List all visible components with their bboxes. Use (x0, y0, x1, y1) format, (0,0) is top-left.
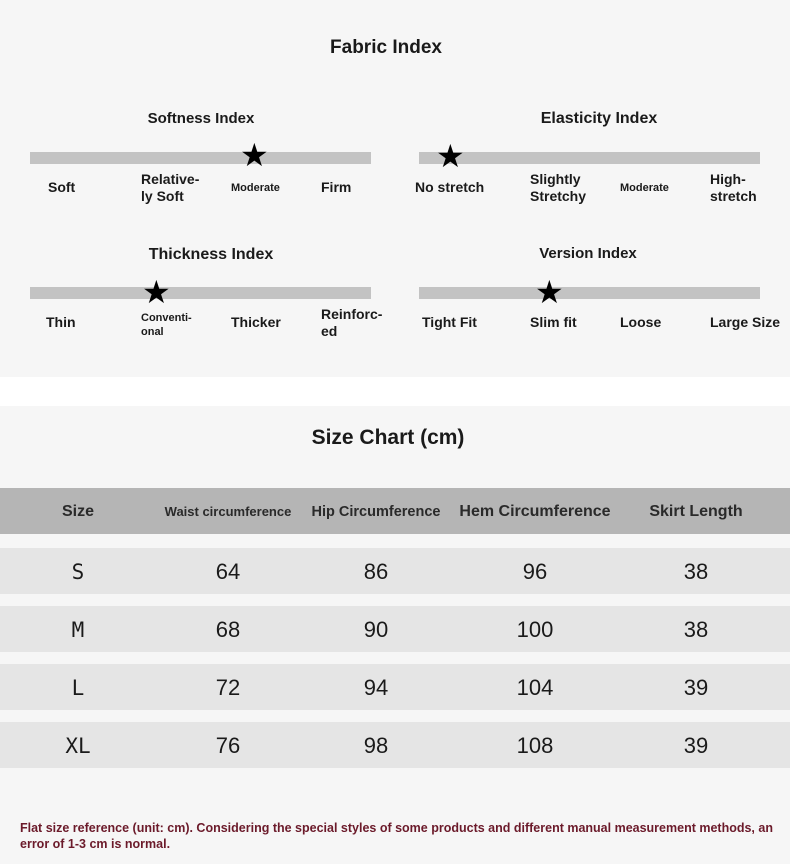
section-divider (0, 377, 790, 406)
header-hip: Hip Circumference (311, 504, 441, 520)
softness-label-moderate: Moderate (231, 182, 280, 194)
version-star-icon: ★ (535, 274, 564, 310)
cell-hip: 86 (363, 559, 389, 584)
table-row (0, 548, 790, 594)
cell-waist: 68 (215, 617, 241, 642)
version-label-slim-fit: Slim fit (530, 314, 577, 330)
header-size: Size (61, 503, 94, 520)
softness-label-firm: Firm (321, 179, 352, 195)
elasticity-label-moderate: Moderate (620, 182, 669, 194)
cell-hip: 90 (363, 617, 389, 642)
version-index-bar (419, 287, 760, 299)
thickness-index-bar (30, 287, 371, 299)
thickness-label-thicker: Thicker (231, 314, 281, 330)
elasticity-star-icon: ★ (436, 138, 465, 174)
elasticity-label-slightly-stretchy: Slightly Stretchy (530, 171, 587, 204)
measurement-note: Flat size reference (unit: cm). Considering the special styles of some products and different manual measurement methods, an error of 1-3 cm is normal. (20, 821, 773, 851)
cell-size: S (71, 560, 85, 584)
cell-hem: 108 (516, 733, 554, 758)
cell-waist: 64 (215, 559, 241, 584)
thickness-index-title: Thickness Index (148, 246, 274, 263)
cell-skirt-length: 39 (683, 675, 709, 700)
cell-size: M (71, 618, 85, 642)
cell-skirt-length: 38 (683, 617, 709, 642)
elasticity-label-no-stretch: No stretch (415, 179, 485, 195)
cell-waist: 72 (215, 675, 241, 700)
thickness-label-thin: Thin (46, 314, 76, 330)
version-label-tight-fit: Tight Fit (422, 314, 477, 330)
cell-hem: 100 (516, 617, 554, 642)
fabric-index-title: Fabric Index (330, 37, 442, 58)
header-skirt-length: Skirt Length (649, 503, 743, 520)
header-hem: Hem Circumference (459, 503, 611, 520)
version-label-loose: Loose (620, 314, 662, 330)
softness-star-icon: ★ (240, 137, 269, 173)
cell-skirt-length: 38 (683, 559, 709, 584)
cell-size: L (71, 676, 85, 700)
softness-index-bar (30, 152, 371, 164)
cell-hem: 96 (522, 559, 548, 584)
softness-label-relatively-soft: Relative- ly Soft (141, 171, 200, 204)
cell-skirt-length: 39 (683, 733, 709, 758)
cell-waist: 76 (215, 733, 241, 758)
cell-size: XL (65, 734, 91, 758)
size-chart-title: Size Chart (cm) (311, 426, 465, 449)
thickness-label-reinforced: Reinforc- ed (321, 306, 383, 339)
table-row (0, 722, 790, 768)
elasticity-label-high-stretch: High- stretch (710, 171, 757, 204)
version-label-large-size: Large Size (710, 314, 781, 330)
thickness-star-icon: ★ (142, 274, 171, 310)
softness-index-title: Softness Index (147, 110, 255, 127)
table-row (0, 606, 790, 652)
size-table-header (0, 488, 790, 534)
version-index-title: Version Index (539, 245, 637, 262)
header-waist: Waist circumference (164, 504, 292, 519)
elasticity-index-bar (419, 152, 760, 164)
cell-hip: 98 (363, 733, 389, 758)
cell-hem: 104 (516, 675, 554, 700)
thickness-label-conventional: Conventi- onal (141, 312, 192, 338)
cell-hip: 94 (363, 675, 389, 700)
table-row (0, 664, 790, 710)
softness-label-soft: Soft (48, 179, 76, 195)
elasticity-index-title: Elasticity Index (540, 110, 658, 127)
